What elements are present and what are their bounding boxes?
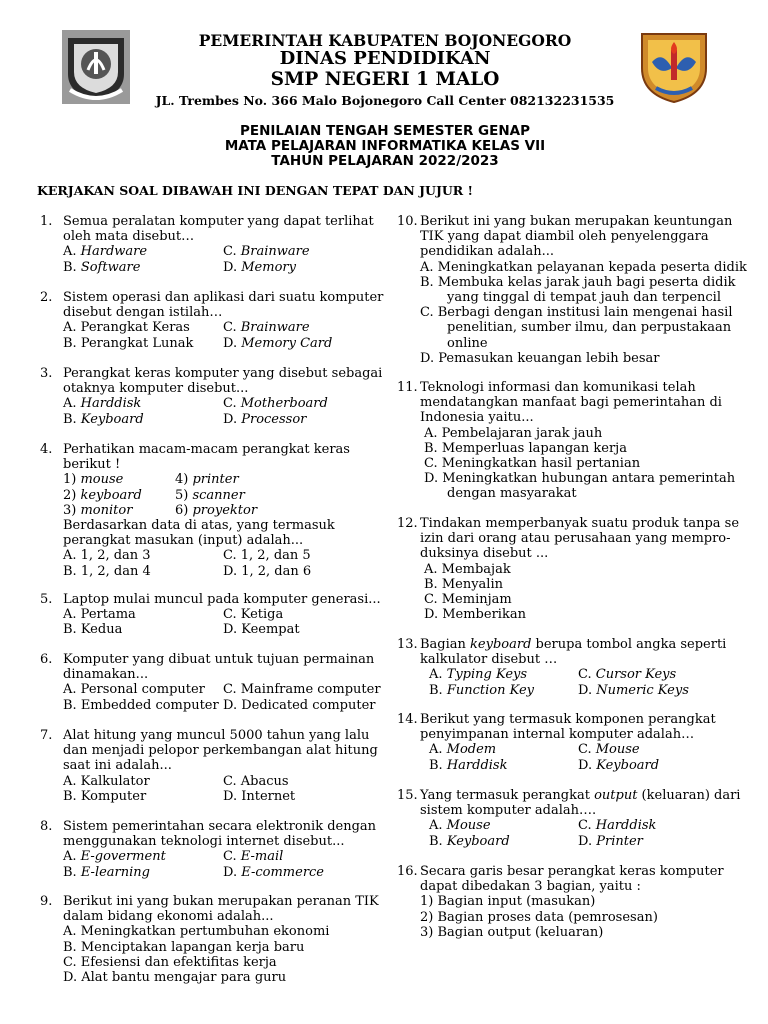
- question-3: [40, 366, 383, 428]
- option-b: B. Kedua: [63, 622, 123, 638]
- option-b: B. Memperluas lapangan kerja: [424, 440, 627, 456]
- option-b: B. Membuka kelas jarak jauh bagi peserta didik: [420, 274, 736, 290]
- question-text: Laptop mulai muncul pada komputer generasi...: [63, 592, 381, 607]
- question-text: Sistem operasi dan aplikasi dari suatu komputer: [63, 290, 384, 305]
- option-b: B. 1, 2, dan 4: [63, 563, 151, 579]
- bojonegoro-logo: [62, 30, 130, 104]
- option-b: B. Komputer: [63, 788, 147, 804]
- option-b: B. E-learning: [63, 864, 150, 880]
- question-number: 7.: [40, 728, 53, 743]
- option-a: A. Membajak: [424, 561, 511, 577]
- question-text: kalkulator disebut …: [420, 652, 558, 668]
- question-14: [397, 712, 757, 774]
- option-d: D. Keyboard: [578, 757, 660, 773]
- question-text: Berikut ini yang bukan merupakan peranan TIK: [63, 894, 379, 909]
- option-b: B. Embedded computer: [63, 697, 219, 713]
- question-text: Bagian keyboard berupa tombol angka seperti: [420, 637, 727, 652]
- question-text: Berikut ini yang bukan merupakan keuntungan: [420, 214, 733, 229]
- option-b: B. Software: [63, 259, 141, 275]
- option-b: B. Keyboard: [429, 833, 510, 849]
- question-text: Yang termasuk perangkat output (keluaran) dari: [420, 788, 741, 803]
- option-a: A. Pembelajaran jarak jauh: [424, 425, 603, 441]
- item-6: 6) proyektor: [175, 502, 258, 518]
- question-text: dapat dibedakan 3 bagian, yaitu :: [420, 879, 641, 895]
- question-text: Sistem pemerintahan secara elektronik dengan: [63, 819, 377, 834]
- question-text: perangkat masukan (input) adalah...: [63, 533, 304, 549]
- question-1: [40, 214, 380, 276]
- question-10: [397, 214, 757, 369]
- option-b: B. Menciptakan lapangan kerja baru: [63, 939, 305, 955]
- question-text: Teknologi informasi dan komunikasi telah: [420, 380, 696, 395]
- question-text: disebut dengan istilah…: [63, 305, 223, 321]
- question-number: 2.: [40, 290, 53, 305]
- item-1: 1) mouse: [63, 472, 124, 488]
- question-number: 4.: [40, 442, 53, 457]
- option-c: C. Meningkatkan hasil pertanian: [424, 456, 641, 471]
- option-d: D. Printer: [578, 833, 643, 849]
- question-number: 6.: [40, 652, 53, 667]
- option-a: A. Modem: [429, 742, 497, 758]
- option-c: C. 1, 2, dan 5: [223, 548, 311, 564]
- question-12: [397, 516, 757, 626]
- question-text: Secara garis besar perangkat keras komputer: [420, 864, 724, 879]
- option-a: A. E-goverment: [63, 849, 166, 865]
- question-4: [40, 442, 380, 582]
- question-text: TIK yang dapat diambil oleh penyelenggara: [420, 229, 709, 245]
- option-c-cont: penelitian, sumber ilmu, dan perpustakaan: [447, 320, 732, 336]
- question-text: Indonesia yaitu...: [420, 410, 534, 426]
- option-b: B. Perangkat Lunak: [63, 335, 194, 351]
- question-number: 16.: [397, 864, 418, 879]
- option-d: D. Meningkatkan hubungan antara pemerintah: [424, 471, 736, 487]
- option-d: D. Dedicated computer: [223, 697, 376, 713]
- question-5: [40, 592, 380, 638]
- question-text: duksinya disebut ...: [420, 546, 549, 562]
- option-a: A. Perangkat Keras: [63, 320, 190, 336]
- option-d: D. Keempat: [223, 622, 300, 638]
- question-number: 13.: [397, 637, 418, 652]
- question-15: [397, 788, 757, 850]
- header-department: DINAS PENDIDIKAN: [279, 48, 491, 69]
- item-4: 4) printer: [175, 472, 239, 488]
- question-text: Berikut yang termasuk komponen perangkat: [420, 712, 716, 727]
- question-text: dalam bidang ekonomi adalah...: [63, 909, 274, 925]
- option-d: D. Internet: [223, 788, 296, 804]
- option-d: D. Pemasukan keuangan lebih besar: [420, 350, 660, 366]
- question-text: otaknya komputer disebut...: [63, 381, 249, 397]
- question-text: dinamakan...: [63, 667, 149, 683]
- option-2: 2) Bagian proses data (pemrosesan): [420, 909, 658, 925]
- question-number: 3.: [40, 366, 53, 381]
- question-number: 8.: [40, 819, 53, 834]
- question-number: 15.: [397, 788, 418, 803]
- option-a: A. Meningkatkan pelayanan kepada peserta didik: [420, 259, 747, 275]
- question-text: Berdasarkan data di atas, yang termasuk: [63, 518, 335, 533]
- option-c-cont: online: [447, 335, 488, 351]
- option-c: C. Efesiensi dan efektifitas kerja: [63, 954, 277, 970]
- question-text: Alat hitung yang muncul 5000 tahun yang lalu: [63, 728, 370, 743]
- question-text: oleh mata disebut…: [63, 229, 195, 245]
- question-16: [397, 864, 757, 944]
- option-b-cont: yang tinggal di tempat jauh dan terpencil: [447, 290, 721, 305]
- option-a: A. Hardware: [63, 244, 148, 260]
- question-number: 9.: [40, 894, 53, 909]
- option-c: C. Harddisk: [578, 818, 657, 834]
- question-number: 1.: [40, 214, 53, 229]
- question-number: 5.: [40, 592, 53, 607]
- item-3: 3) monitor: [63, 502, 133, 518]
- question-text: penyimpanan internal komputer adalah…: [420, 727, 695, 743]
- option-c: C. Mainframe computer: [223, 682, 381, 698]
- option-c: C. Cursor Keys: [578, 667, 677, 683]
- option-a: A. Kalkulator: [63, 773, 150, 789]
- question-13: [397, 637, 757, 699]
- option-1: 1) Bagian input (masukan): [420, 894, 596, 910]
- exam-subject: MATA PELAJARAN INFORMATIKA KELAS VII: [224, 138, 546, 154]
- question-text: Perhatikan macam-macam perangkat keras: [63, 442, 350, 457]
- option-c: C. Ketiga: [223, 607, 284, 623]
- header-address: JL. Trembes No. 366 Malo Bojonegoro Call Center 082132231535: [155, 93, 615, 108]
- question-number: 12.: [397, 516, 418, 531]
- item-5: 5) scanner: [175, 487, 245, 503]
- option-d: D. Memberikan: [424, 607, 526, 623]
- option-d: D. Numeric Keys: [578, 682, 689, 698]
- option-d: D. Memory Card: [223, 335, 333, 351]
- question-text: Perangkat keras komputer yang disebut sebagai: [63, 366, 383, 381]
- option-a: A. Meningkatkan pertumbuhan ekonomi: [63, 924, 330, 940]
- question-2: [40, 290, 384, 352]
- question-text: berikut !: [63, 457, 121, 473]
- item-2: 2) keyboard: [63, 487, 142, 503]
- question-number: 10.: [397, 214, 418, 229]
- question-text: saat ini adalah...: [63, 758, 172, 774]
- question-6: [40, 652, 380, 714]
- option-3: 3) Bagian output (keluaran): [420, 924, 604, 940]
- option-d: D. Processor: [223, 411, 307, 427]
- option-a: A. Personal computer: [63, 682, 205, 698]
- question-7: [40, 728, 380, 806]
- question-text: pendidikan adalah...: [420, 244, 554, 260]
- question-number: 14.: [397, 712, 418, 727]
- question-text: menggunakan teknologi internet disebut...: [63, 834, 345, 850]
- option-d-cont: dengan masyarakat: [447, 486, 577, 502]
- option-d: D. 1, 2, dan 6: [223, 563, 312, 579]
- question-text: Semua peralatan komputer yang dapat terlihat: [63, 214, 374, 229]
- option-b: B. Harddisk: [429, 757, 508, 773]
- option-c: C. Meminjam: [424, 592, 512, 607]
- option-c: C. Motherboard: [223, 396, 328, 412]
- option-c: C. Brainware: [223, 244, 310, 260]
- option-a: A. Harddisk: [63, 396, 142, 412]
- question-8: [40, 819, 380, 881]
- exam-title: PENILAIAN TENGAH SEMESTER GENAP: [239, 123, 530, 139]
- option-d: D. E-commerce: [223, 864, 325, 880]
- option-a: A. Pertama: [63, 607, 136, 623]
- question-text: sistem komputer adalah….: [420, 803, 597, 819]
- question-9: [40, 894, 380, 986]
- option-b: B. Menyalin: [424, 576, 503, 592]
- option-c: C. Brainware: [223, 320, 310, 336]
- question-text: Tindakan memperbanyak suatu produk tanpa se: [420, 516, 740, 531]
- question-text: izin dari orang atau perusahaan yang mempro-: [420, 531, 731, 547]
- option-c: C. Berbagi dengan institusi lain mengenai hasil: [420, 305, 733, 321]
- header-school-name: SMP NEGERI 1 MALO: [270, 69, 500, 90]
- exam-year: TAHUN PELAJARAN 2022/2023: [271, 153, 499, 169]
- option-a: A. Typing Keys: [429, 667, 528, 683]
- option-a: A. Mouse: [429, 818, 491, 834]
- school-logo: [638, 28, 710, 104]
- question-text: mendatangkan manfaat bagi pemerintahan di: [420, 395, 722, 411]
- question-number: 11.: [397, 380, 418, 395]
- option-b: B. Keyboard: [63, 411, 144, 427]
- option-c: C. E-mail: [223, 849, 284, 865]
- option-a: A. 1, 2, dan 3: [63, 548, 151, 564]
- question-text: dan menjadi pelopor perkembangan alat hitung: [63, 743, 378, 759]
- option-c: C. Mouse: [578, 742, 640, 758]
- header-government: PEMERINTAH KABUPATEN BOJONEGORO: [198, 31, 572, 50]
- question-text: Komputer yang dibuat untuk tujuan permainan: [63, 652, 375, 667]
- option-d: D. Memory: [223, 259, 296, 275]
- option-c: C. Abacus: [223, 773, 289, 789]
- option-d: D. Alat bantu mengajar para guru: [63, 970, 287, 985]
- option-b: B. Function Key: [429, 682, 534, 698]
- question-11: [397, 380, 757, 505]
- instruction: KERJAKAN SOAL DIBAWAH INI DENGAN TEPAT DAN JUJUR !: [37, 183, 473, 198]
